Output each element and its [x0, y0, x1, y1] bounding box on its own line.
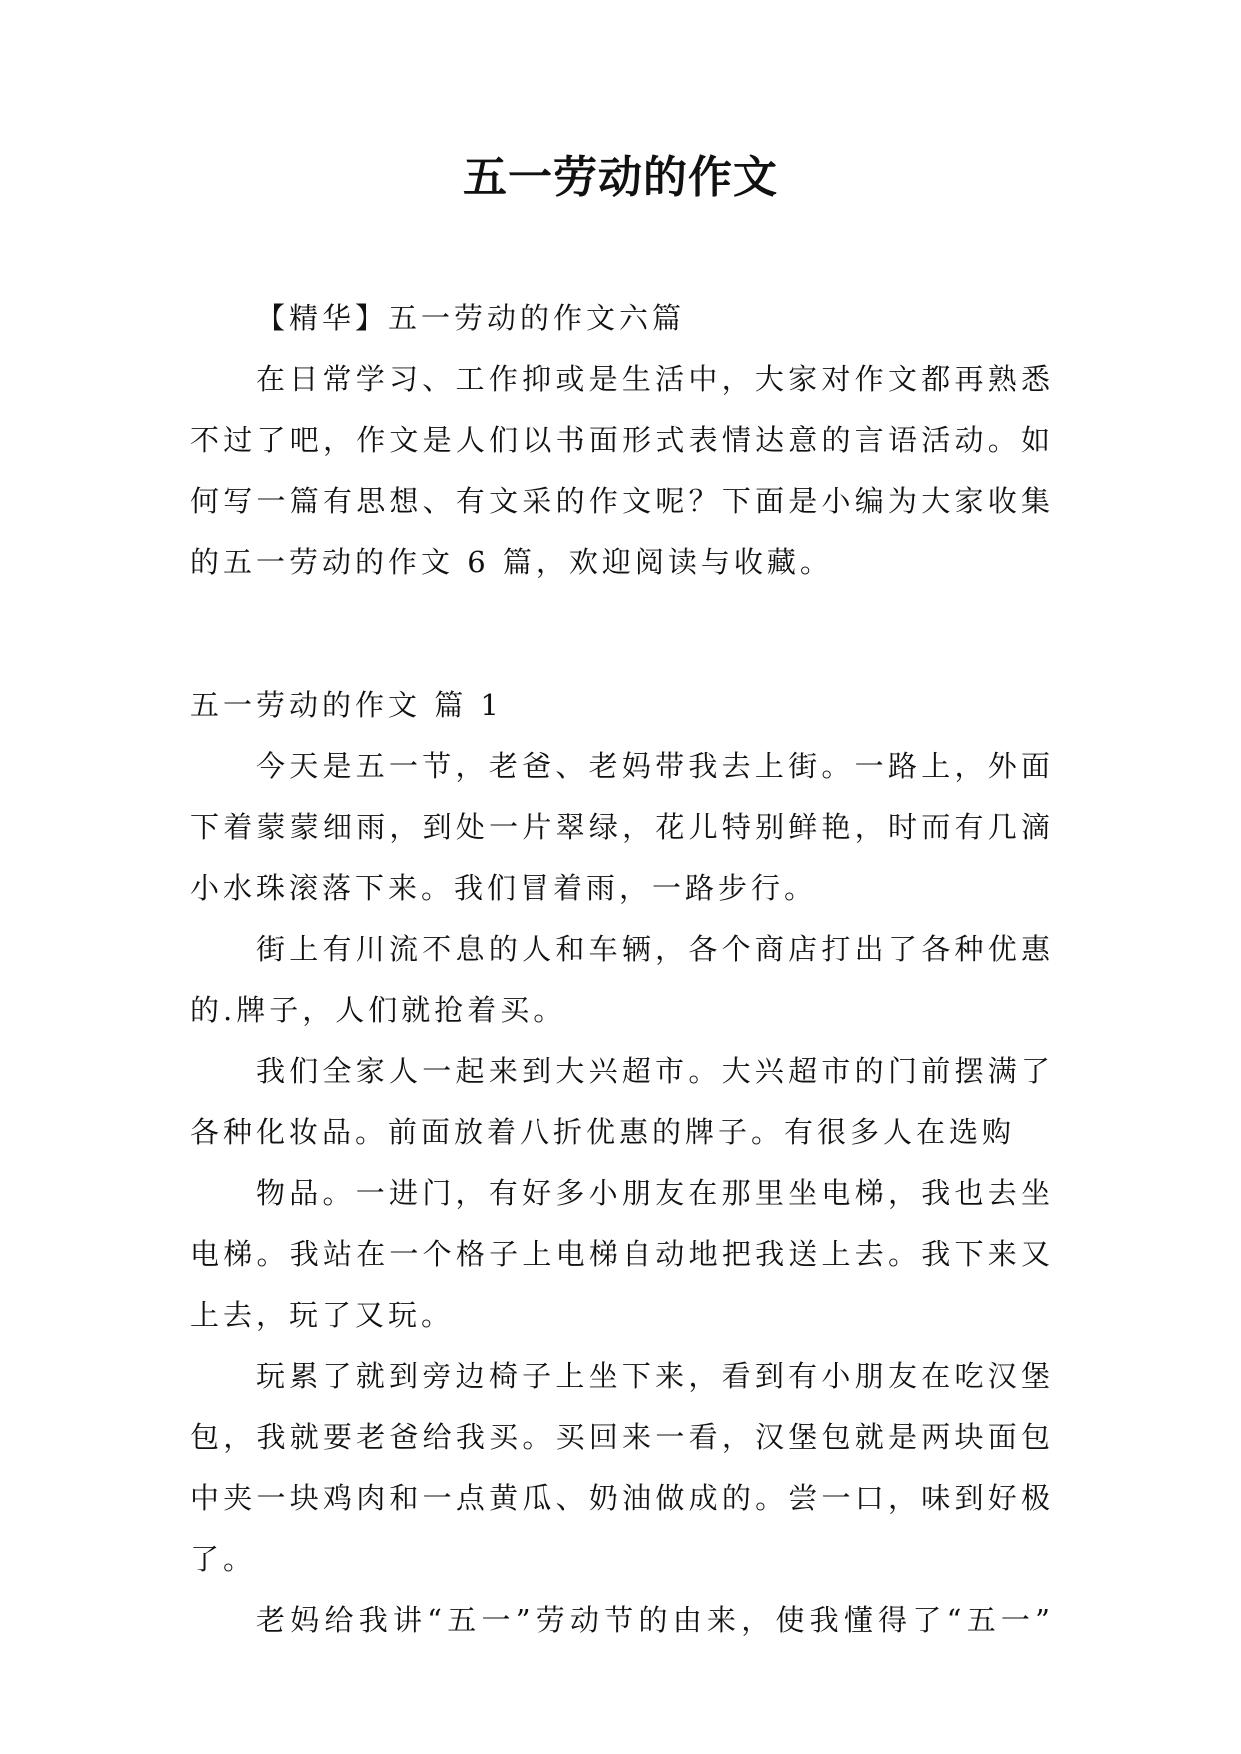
paragraph [190, 1590, 1050, 1651]
paragraph [190, 736, 1050, 919]
text-line: 上去，玩了又玩。 [190, 1298, 455, 1332]
paragraph [190, 1346, 1050, 1590]
text-line: 玩累了就到旁边椅子上坐下来，看到有小朋友在吃汉堡 [256, 1359, 1050, 1393]
section-heading: 五一劳动的作文 篇 1 [190, 688, 503, 722]
text-line: 街上有川流不息的人和车辆，各个商店打出了各种优惠 [256, 932, 1050, 966]
text-line: 的.牌子，人们就抢着买。 [190, 993, 567, 1027]
document-subtitle: 【精华】五一劳动的作文六篇 [256, 301, 686, 335]
text-line: 包，我就要老爸给我买。买回来一看，汉堡包就是两块面包 [190, 1420, 1050, 1454]
text-line: 小水珠滚落下来。我们冒着雨，一路步行。 [190, 871, 818, 905]
paragraph [190, 919, 1050, 1041]
document-title: 五一劳动的作文 [463, 152, 778, 203]
intro-paragraph [190, 349, 1050, 593]
text-line: 下着蒙蒙细雨，到处一片翠绿，花儿特别鲜艳，时而有几滴 [190, 810, 1050, 844]
text-line: 老妈给我讲“五一”劳动节的由来，使我懂得了“五一” [256, 1603, 1050, 1637]
text-line: 了。 [190, 1542, 257, 1576]
spacer [190, 593, 1050, 675]
text-line: 物品。一进门，有好多小朋友在那里坐电梯，我也去坐 [256, 1176, 1050, 1210]
text-line: 何写一篇有思想、有文采的作文呢？下面是小编为大家收集 [190, 484, 1050, 518]
text-line: 我们全家人一起来到大兴超市。大兴超市的门前摆满了 [256, 1054, 1050, 1088]
text-line: 各种化妆品。前面放着八折优惠的牌子。有很多人在选购 [190, 1115, 1016, 1149]
text-line: 今天是五一节，老爸、老妈带我去上街。一路上，外面 [256, 749, 1050, 783]
paragraph [190, 1163, 1050, 1346]
text-line: 在日常学习、工作抑或是生活中，大家对作文都再熟悉 [256, 362, 1050, 396]
paragraph [190, 1041, 1050, 1163]
text-line: 中夹一块鸡肉和一点黄瓜、奶油做成的。尝一口，味到好极 [190, 1481, 1050, 1515]
document-body [190, 288, 1050, 1651]
text-line: 不过了吧，作文是人们以书面形式表情达意的言语活动。如 [190, 423, 1050, 457]
text-line: 电梯。我站在一个格子上电梯自动地把我送上去。我下来又 [190, 1237, 1050, 1271]
text-line: 的五一劳动的作文 6 篇，欢迎阅读与收藏。 [190, 545, 833, 579]
